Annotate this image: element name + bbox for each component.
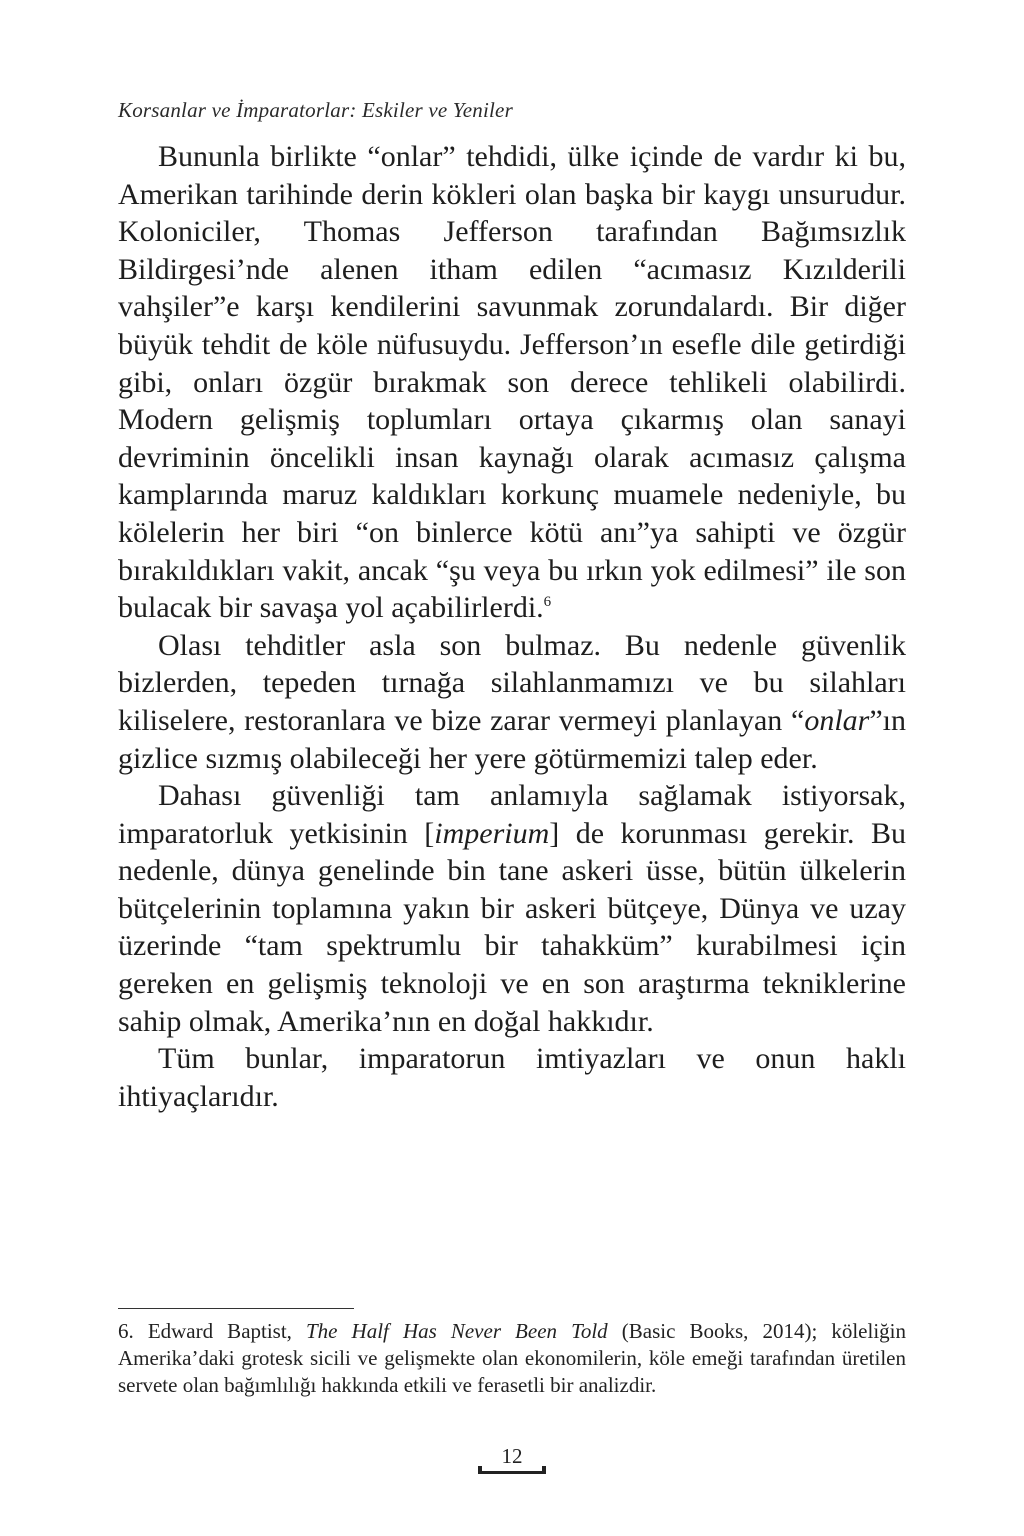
body-text	[118, 138, 906, 1115]
paragraph-3-text-b: ] de korunması gerekir. Bu nedenle, dünya genelinde bin tane askeri üsse, bütün ülkelerin bütçelerinin toplamına yakın bir askeri bütçeye, Dünya ve uzay üzerinde “tam spektrumlu bir tahakküm” kurabilmesi için gereken en gelişmiş teknoloji ve en son araştırma tekniklerine sahip olmak, Amerika’nın en doğal hakkıdır.	[118, 816, 906, 1038]
footnote-author: Edward Baptist,	[147, 1319, 292, 1343]
paragraph-3-italic: imperium	[434, 816, 550, 850]
page-footer	[478, 1442, 546, 1478]
footnote-6	[118, 1318, 906, 1399]
page-number: 12	[501, 1444, 523, 1468]
footnote-number: 6.	[118, 1319, 134, 1343]
paragraph-4	[118, 1040, 906, 1115]
paragraph-4-text: Tüm bunlar, imparatorun imtiyazları ve onun haklı ihtiyaçlarıdır.	[118, 1042, 906, 1113]
paragraph-1	[118, 138, 906, 627]
paragraph-3-text-a: Dahası güvenliği tam anlamıyla sağlamak istiyorsak, imparatorluk yetkisinin [	[118, 779, 906, 850]
footnote-reference: 6	[543, 594, 552, 611]
footnote	[118, 1318, 906, 1399]
footnote-text: (Basic Books, 2014); köleliğin Amerika’daki grotesk sicili ve gelişmekte olan ekonomilerin, köle emeği tarafından üretilen servete olan bağımlılığı hakkında etkili ve ferasetli bir analizdir.	[118, 1319, 906, 1397]
running-header: Korsanlar ve İmparatorlar: Eskiler ve Yeniler	[118, 98, 513, 122]
paragraph-2-text-a: Olası tehditler asla son bulmaz. Bu nedenle güvenlik bizlerden, tepeden tırnağa silahlanmamızı ve bu silahları kiliselere, restoranlara ve bize zarar vermeyi planlayan “	[118, 628, 906, 737]
footnote-book-title: The Half Has Never Been Told	[306, 1319, 608, 1343]
page-bar-right-tick	[542, 1466, 546, 1474]
paragraph-1-text: Bununla birlikte “onlar” tehdidi, ülke içinde de vardır ki bu, Amerikan tarihinde derin kökleri olan başka bir kaygı unsurudur. Koloniciler, Thomas Jefferson tarafından Bağımsızlık Bildirgesi’nde alenen itham edilen “acımasız Kızılderili vahşiler”e karşı kendilerini savunmak zorundalardı. Bir diğer büyük tehdit de köle nüfusuydu. Jefferson’ın esefle dile getirdiği gibi, onları özgür bırakmak son derece tehlikeli olabilirdi. Modern gelişmiş toplumları ortaya çıkarmış olan sanayi devriminin öncelikli insan kaynağı olarak acımasız çalışma kamplarında maruz kaldıkları korkunç muamele nedeniyle, bu kölelerin her biri “on binlerce kötü anı”ya sahipti ve özgür bırakıldıkları vakit, ancak “şu veya bu ırkın yok edilmesi” ile son bulacak bir savaşa yol açabilirlerdi.	[118, 140, 906, 625]
page-number-bar	[478, 1471, 546, 1474]
paragraph-2	[118, 627, 906, 777]
footnote-divider	[118, 1308, 354, 1309]
paragraph-2-italic: onlar	[804, 703, 870, 737]
paragraph-3	[118, 777, 906, 1040]
paragraph-2-text-b: ”ın gizlice sızmış olabileceği her yere götürmemizi talep eder.	[118, 703, 906, 775]
